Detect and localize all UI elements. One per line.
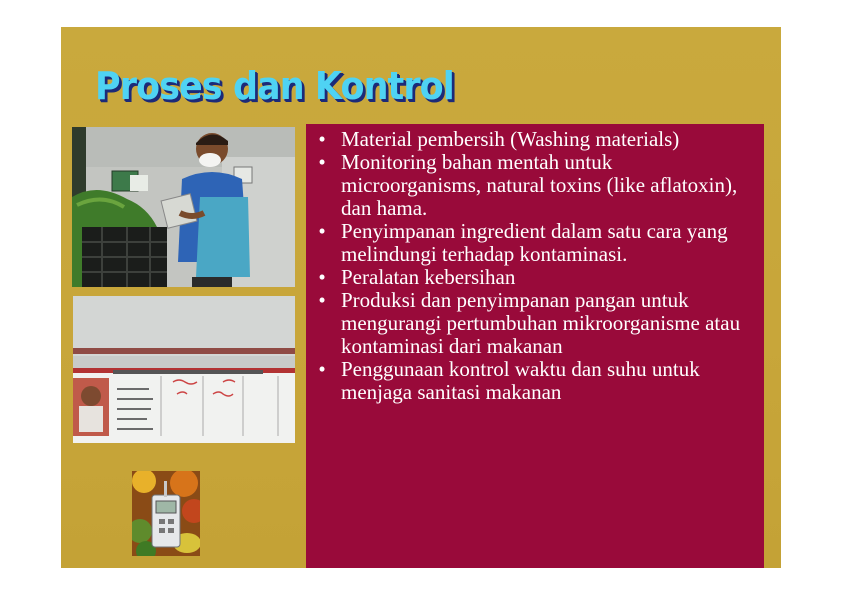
worker-photo (72, 127, 295, 287)
bullet-item (312, 266, 752, 289)
bullet-item (312, 220, 752, 266)
bullet-item (312, 128, 752, 151)
bullet-item (312, 151, 752, 220)
bullet-marker: • (318, 357, 326, 381)
thermometer-fruit-photo (132, 471, 200, 556)
bullet-marker: • (318, 219, 326, 243)
bullet-text: Peralatan kebersihan (341, 265, 516, 289)
bullet-text: Produksi dan penyimpanan pangan untuk mengurangi pertumbuhan mikroorganisme atau kontaminasi dari makanan (341, 288, 741, 358)
bullet-text: Material pembersih (Washing materials) (341, 127, 680, 151)
bullet-item (312, 289, 752, 358)
bullet-text: Penggunaan kontrol waktu dan suhu untuk menjaga sanitasi makanan (341, 357, 700, 404)
bullet-marker: • (318, 150, 326, 174)
bullet-list (312, 128, 752, 404)
bullet-marker: • (318, 288, 326, 312)
hygiene-board-photo (73, 296, 295, 443)
slide-title: Proses dan Kontrol (95, 64, 454, 108)
bullet-item (312, 358, 752, 404)
bullet-text: Penyimpanan ingredient dalam satu cara yang melindungi terhadap kontaminasi. (341, 219, 728, 266)
bullet-marker: • (318, 127, 326, 151)
bullet-marker: • (318, 265, 326, 289)
bullet-text: Monitoring bahan mentah untuk microorganisms, natural toxins (like aflatoxin), dan hama. (341, 150, 738, 220)
